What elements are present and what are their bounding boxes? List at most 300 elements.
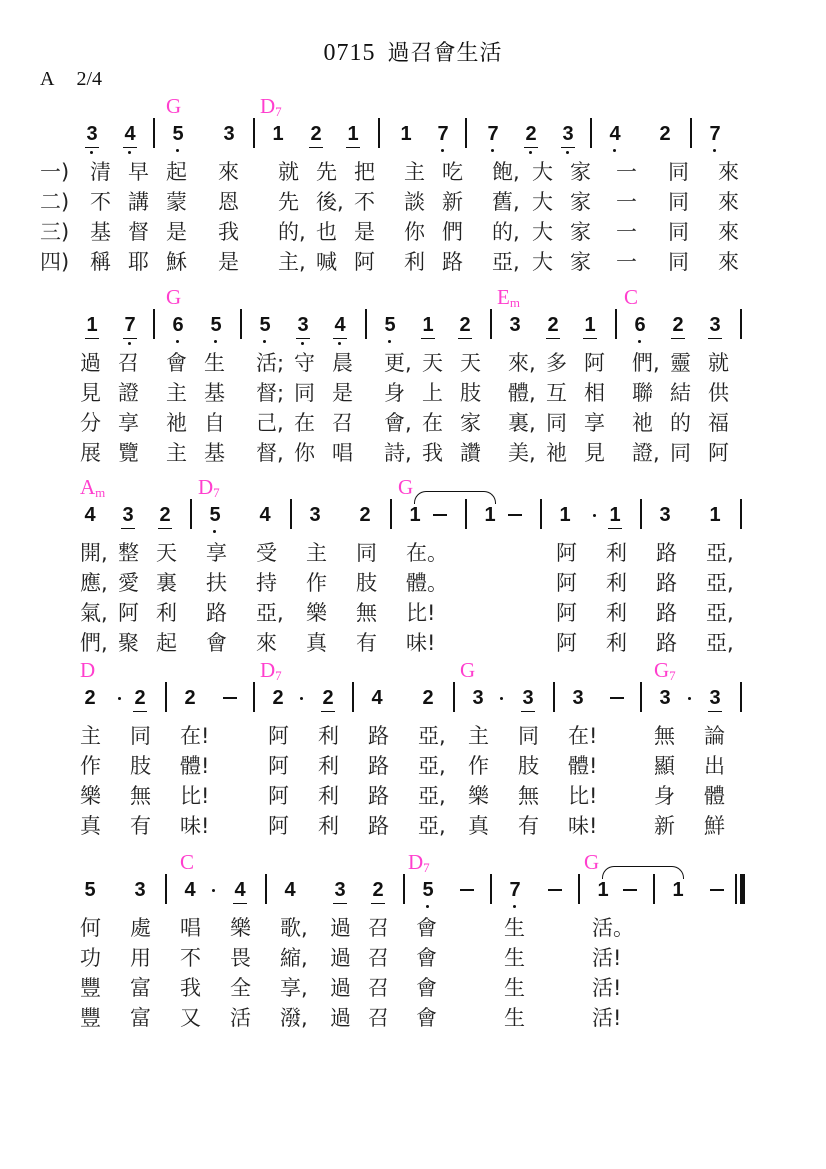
note: 4 xyxy=(330,315,350,335)
chord-symbol: G xyxy=(584,850,600,874)
lyric-syllable: 主, xyxy=(278,250,306,274)
lyric-syllable: 無 xyxy=(654,724,675,748)
lyric-syllable: 體, xyxy=(508,381,536,405)
lyric-syllable: 恩 xyxy=(218,190,239,214)
lyric-syllable: 利 xyxy=(606,601,627,625)
lyric-syllable: 談 xyxy=(404,190,425,214)
hold-dash xyxy=(610,697,624,699)
note: 2 xyxy=(659,123,671,145)
lyric-syllable: 基 xyxy=(204,381,225,405)
barline xyxy=(453,682,455,712)
note: 7 xyxy=(705,124,725,144)
barline xyxy=(190,499,192,529)
lyric-syllable: 祂 xyxy=(632,411,653,435)
verse-number: 一) xyxy=(40,160,70,184)
lyric-syllable: 利 xyxy=(404,250,425,274)
lyric-syllable: 利 xyxy=(606,631,627,655)
lyric-syllable: 家 xyxy=(570,160,591,184)
barline xyxy=(740,499,742,529)
lyric-syllable: 亞, xyxy=(418,814,446,838)
lyric-syllable: 樂 xyxy=(306,601,327,625)
lyric-syllable: 體 xyxy=(704,784,725,808)
lyric-syllable: 亞, xyxy=(256,601,284,625)
lyric-syllable: 是 xyxy=(354,220,375,244)
lyric-syllable: 過 xyxy=(330,976,351,1000)
lyric-syllable: 互 xyxy=(546,381,567,405)
note: 3 xyxy=(82,124,102,144)
lyric-syllable: 起 xyxy=(166,160,187,184)
lyric-syllable: 活! xyxy=(592,1006,622,1030)
lyric-syllable: 富 xyxy=(130,1006,151,1030)
lyric-syllable: 出 xyxy=(704,754,725,778)
note: 4 xyxy=(84,504,96,526)
lyric-syllable: 來 xyxy=(218,160,239,184)
note: 5 xyxy=(206,315,226,335)
note: 4 xyxy=(120,124,140,144)
lyric-syllable: 不 xyxy=(354,190,375,214)
lyric-syllable: 作 xyxy=(468,754,489,778)
lyric-syllable: 一 xyxy=(616,160,637,184)
lyric-syllable: 天 xyxy=(460,351,481,375)
lyric-syllable: 受 xyxy=(256,541,277,565)
lyric-syllable: 肢 xyxy=(460,381,481,405)
note: 2 xyxy=(521,124,541,144)
lyric-syllable: 阿 xyxy=(556,541,577,565)
verse-number: 三) xyxy=(40,220,70,244)
barline xyxy=(253,118,255,148)
lyric-syllable: 活; xyxy=(256,351,285,375)
lyric-syllable: 唱 xyxy=(332,441,353,465)
lyric-syllable: 利 xyxy=(156,601,177,625)
lyric-syllable: 整 xyxy=(118,541,139,565)
lyric-syllable: 過 xyxy=(80,351,101,375)
lyric-syllable: 主 xyxy=(166,381,187,405)
lyric-syllable: 功 xyxy=(80,946,101,970)
lyric-syllable: 持 xyxy=(256,571,277,595)
lyric-syllable: 生 xyxy=(504,946,525,970)
note: 2 xyxy=(543,315,563,335)
lyric-syllable: 先 xyxy=(316,160,337,184)
augmentation-dot xyxy=(300,697,303,700)
note: 3 xyxy=(572,687,584,709)
lyric-syllable: 享, xyxy=(280,976,308,1000)
hold-dash xyxy=(223,697,237,699)
barline xyxy=(465,118,467,148)
barline xyxy=(365,309,367,339)
note: 3 xyxy=(509,314,521,336)
lyric-syllable: 詩, xyxy=(384,441,412,465)
lyric-syllable: 喊 xyxy=(316,250,337,274)
lyric-syllable: 聚 xyxy=(118,631,139,655)
lyric-syllable: 富 xyxy=(130,976,151,1000)
lyric-syllable: 祂 xyxy=(166,411,187,435)
lyric-syllable: 路 xyxy=(368,784,389,808)
lyric-syllable: 路 xyxy=(656,601,677,625)
lyric-syllable: 後, xyxy=(316,190,344,214)
lyric-syllable: 真 xyxy=(468,814,489,838)
note: 2 xyxy=(455,315,475,335)
lyric-syllable: 更, xyxy=(384,351,412,375)
lyric-syllable: 主 xyxy=(166,441,187,465)
lyric-syllable: 阿 xyxy=(268,784,289,808)
lyric-syllable: 何 xyxy=(80,916,101,940)
lyric-syllable: 見 xyxy=(584,441,605,465)
lyric-syllable: 真 xyxy=(80,814,101,838)
lyric-syllable: 亞, xyxy=(706,541,734,565)
lyric-syllable: 路 xyxy=(656,541,677,565)
lyric-syllable: 路 xyxy=(206,601,227,625)
lyric-syllable: 生 xyxy=(204,351,225,375)
lyric-syllable: 耶 xyxy=(128,250,149,274)
note: 3 xyxy=(293,315,313,335)
lyric-syllable: 路 xyxy=(368,814,389,838)
lyric-syllable: 同 xyxy=(668,220,689,244)
lyric-syllable: 無 xyxy=(518,784,539,808)
lyric-syllable: 處 xyxy=(130,916,151,940)
lyric-syllable: 供 xyxy=(708,381,729,405)
lyric-syllable: 同 xyxy=(356,541,377,565)
barline xyxy=(490,874,492,904)
note: 1 xyxy=(82,315,102,335)
lyric-syllable: 同 xyxy=(668,160,689,184)
note: 2 xyxy=(184,687,196,709)
lyric-syllable: 阿 xyxy=(268,724,289,748)
note: 3 xyxy=(309,504,321,526)
lyric-syllable: 肢 xyxy=(130,754,151,778)
lyric-syllable: 是 xyxy=(218,250,239,274)
lyric-syllable: 飽, xyxy=(492,160,520,184)
lyric-syllable: 無 xyxy=(356,601,377,625)
lyric-syllable: 味! xyxy=(568,814,598,838)
note: 5 xyxy=(418,880,438,900)
lyric-syllable: 蒙 xyxy=(166,190,187,214)
key: A xyxy=(40,68,55,90)
lyric-syllable: 主 xyxy=(306,541,327,565)
note: 1 xyxy=(605,505,625,525)
note: 1 xyxy=(418,315,438,335)
note: 3 xyxy=(659,687,671,709)
chord-symbol: C xyxy=(180,850,195,874)
chord-symbol: $G_7$ xyxy=(654,658,676,683)
chord-symbol: $D_7$ xyxy=(260,658,282,683)
lyric-syllable: 在。 xyxy=(406,541,448,565)
barline xyxy=(265,874,267,904)
lyric-syllable: 生 xyxy=(504,976,525,1000)
lyric-syllable: 愛 xyxy=(118,571,139,595)
lyric-syllable: 來, xyxy=(508,351,536,375)
lyric-syllable: 阿 xyxy=(268,754,289,778)
lyric-syllable: 一 xyxy=(616,190,637,214)
note: 2 xyxy=(422,687,434,709)
lyric-syllable: 不 xyxy=(90,190,111,214)
lyric-syllable: 會, xyxy=(384,411,412,435)
note: 3 xyxy=(558,124,578,144)
lyric-syllable: 比! xyxy=(180,784,210,808)
lyric-syllable: 先 xyxy=(278,190,299,214)
lyric-syllable: 讚 xyxy=(460,441,481,465)
augmentation-dot xyxy=(688,697,691,700)
lyric-syllable: 美, xyxy=(508,441,536,465)
lyric-syllable: 會 xyxy=(416,916,437,940)
lyric-syllable: 己, xyxy=(256,411,284,435)
lyric-syllable: 相 xyxy=(584,381,605,405)
lyric-syllable: 阿 xyxy=(708,441,729,465)
lyric-syllable: 穌 xyxy=(166,250,187,274)
note: 2 xyxy=(272,687,284,709)
lyric-syllable: 利 xyxy=(318,814,339,838)
note: 7 xyxy=(120,315,140,335)
lyric-syllable: 享 xyxy=(118,411,139,435)
lyric-syllable: 覽 xyxy=(118,441,139,465)
lyric-syllable: 肢 xyxy=(518,754,539,778)
lyric-syllable: 味! xyxy=(180,814,210,838)
lyric-syllable: 阿 xyxy=(354,250,375,274)
lyric-syllable: 生 xyxy=(504,916,525,940)
lyric-syllable: 們 xyxy=(442,220,463,244)
note: 4 xyxy=(605,124,625,144)
lyric-syllable: 樂 xyxy=(80,784,101,808)
note: 2 xyxy=(306,124,326,144)
chord-symbol: C xyxy=(624,285,639,309)
note: 3 xyxy=(223,123,235,145)
lyric-syllable: 亞, xyxy=(706,601,734,625)
note: 1 xyxy=(400,123,412,145)
lyric-syllable: 來 xyxy=(718,190,739,214)
lyric-syllable: 們, xyxy=(80,631,108,655)
lyric-syllable: 亞, xyxy=(706,631,734,655)
barline xyxy=(615,309,617,339)
lyric-syllable: 督 xyxy=(128,220,149,244)
lyric-syllable: 新 xyxy=(442,190,463,214)
chord-symbol: $D_7$ xyxy=(408,850,430,875)
lyric-syllable: 樂 xyxy=(468,784,489,808)
note: 2 xyxy=(668,315,688,335)
note: 4 xyxy=(284,879,296,901)
lyric-syllable: 體! xyxy=(568,754,598,778)
lyric-syllable: 家 xyxy=(570,220,591,244)
note: 3 xyxy=(705,315,725,335)
note: 5 xyxy=(255,315,275,335)
lyric-syllable: 樂 xyxy=(230,916,251,940)
lyric-syllable: 阿 xyxy=(118,601,139,625)
lyric-syllable: 過 xyxy=(330,1006,351,1030)
lyric-syllable: 的 xyxy=(670,411,691,435)
barline xyxy=(403,874,405,904)
lyric-syllable: 守 xyxy=(294,351,315,375)
final-barline xyxy=(740,874,745,904)
note: 3 xyxy=(134,879,146,901)
lyric-syllable: 豐 xyxy=(80,976,101,1000)
hold-dash xyxy=(460,889,474,891)
hold-dash xyxy=(710,889,724,891)
barline xyxy=(290,499,292,529)
lyric-syllable: 會 xyxy=(166,351,187,375)
lyric-syllable: 阿 xyxy=(268,814,289,838)
lyric-syllable: 來 xyxy=(718,220,739,244)
lyric-syllable: 會 xyxy=(416,976,437,1000)
lyric-syllable: 畏 xyxy=(230,946,251,970)
lyric-syllable: 真 xyxy=(306,631,327,655)
augmentation-dot xyxy=(212,889,215,892)
lyric-syllable: 召 xyxy=(368,916,389,940)
lyric-syllable: 主 xyxy=(80,724,101,748)
lyric-syllable: 一 xyxy=(616,220,637,244)
lyric-syllable: 基 xyxy=(90,220,111,244)
lyric-syllable: 在! xyxy=(180,724,210,748)
lyric-syllable: 天 xyxy=(156,541,177,565)
lyric-syllable: 來 xyxy=(718,250,739,274)
lyric-syllable: 講 xyxy=(128,190,149,214)
lyric-syllable: 活。 xyxy=(592,916,634,940)
lyric-syllable: 路 xyxy=(442,250,463,274)
note: 2 xyxy=(84,687,96,709)
lyric-syllable: 同 xyxy=(130,724,151,748)
barline xyxy=(352,682,354,712)
lyric-syllable: 舊, xyxy=(492,190,520,214)
key-signature xyxy=(40,68,102,91)
lyric-syllable: 我 xyxy=(218,220,239,244)
lyric-syllable: 有 xyxy=(130,814,151,838)
lyric-syllable: 利 xyxy=(318,784,339,808)
barline xyxy=(740,309,742,339)
augmentation-dot xyxy=(118,697,121,700)
tie-arc xyxy=(602,866,684,879)
lyric-syllable: 會 xyxy=(206,631,227,655)
lyric-syllable: 是 xyxy=(166,220,187,244)
note: 3 xyxy=(330,880,350,900)
hold-dash xyxy=(548,889,562,891)
lyric-syllable: 晨 xyxy=(332,351,353,375)
lyric-syllable: 一 xyxy=(616,250,637,274)
lyric-syllable: 路 xyxy=(656,571,677,595)
lyric-syllable: 利 xyxy=(318,754,339,778)
lyric-syllable: 歌, xyxy=(280,916,308,940)
lyric-syllable: 也 xyxy=(316,220,337,244)
lyric-syllable: 裏 xyxy=(156,571,177,595)
lyric-syllable: 見 xyxy=(80,381,101,405)
lyric-syllable: 多 xyxy=(546,351,567,375)
note: 4 xyxy=(371,687,383,709)
lyric-syllable: 的, xyxy=(492,220,520,244)
lyric-syllable: 阿 xyxy=(584,351,605,375)
chord-symbol: G xyxy=(398,475,414,499)
lyric-syllable: 的, xyxy=(278,220,306,244)
hold-dash xyxy=(433,514,447,516)
lyric-syllable: 味! xyxy=(406,631,436,655)
lyric-syllable: 主 xyxy=(404,160,425,184)
lyric-syllable: 縮, xyxy=(280,946,308,970)
lyric-syllable: 早 xyxy=(128,160,149,184)
lyric-syllable: 督; xyxy=(256,381,285,405)
lyric-syllable: 論 xyxy=(704,724,725,748)
lyric-syllable: 利 xyxy=(606,571,627,595)
note: 7 xyxy=(483,124,503,144)
note: 4 xyxy=(259,504,271,526)
lyric-syllable: 潑, xyxy=(280,1006,308,1030)
barline xyxy=(165,874,167,904)
barline xyxy=(640,682,642,712)
lyric-syllable: 展 xyxy=(80,441,101,465)
lyric-syllable: 應, xyxy=(80,571,108,595)
barline xyxy=(690,118,692,148)
note: 1 xyxy=(272,123,284,145)
lyric-syllable: 福 xyxy=(708,411,729,435)
lyric-syllable: 證, xyxy=(632,441,660,465)
lyric-syllable: 體! xyxy=(180,754,210,778)
hymn-name: 過召會生活 xyxy=(387,41,503,66)
note: 1 xyxy=(672,879,684,901)
lyric-syllable: 督, xyxy=(256,441,284,465)
barline xyxy=(578,874,580,904)
lyric-syllable: 召 xyxy=(332,411,353,435)
lyric-syllable: 扶 xyxy=(206,571,227,595)
lyric-syllable: 路 xyxy=(656,631,677,655)
lyric-syllable: 靈 xyxy=(670,351,691,375)
lyric-syllable: 肢 xyxy=(356,571,377,595)
hold-dash xyxy=(508,514,522,516)
lyric-syllable: 同 xyxy=(670,441,691,465)
lyric-syllable: 大 xyxy=(532,160,553,184)
note: 3 xyxy=(472,687,484,709)
note: 1 xyxy=(559,504,571,526)
lyric-syllable: 路 xyxy=(368,724,389,748)
note: 4 xyxy=(184,879,196,901)
lyric-syllable: 同 xyxy=(294,381,315,405)
note: 2 xyxy=(318,688,338,708)
barline xyxy=(390,499,392,529)
lyric-syllable: 同 xyxy=(668,250,689,274)
lyric-syllable: 同 xyxy=(546,411,567,435)
barline xyxy=(240,309,242,339)
barline xyxy=(153,309,155,339)
note: 2 xyxy=(155,505,175,525)
lyric-syllable: 體。 xyxy=(406,571,448,595)
lyric-syllable: 上 xyxy=(422,381,443,405)
lyric-syllable: 是 xyxy=(332,381,353,405)
lyric-syllable: 結 xyxy=(670,381,691,405)
note: 3 xyxy=(659,504,671,526)
lyric-syllable: 利 xyxy=(318,724,339,748)
lyric-syllable: 祂 xyxy=(546,441,567,465)
hymn-title xyxy=(0,36,826,67)
time-signature: 2/4 xyxy=(76,68,103,90)
lyric-syllable: 用 xyxy=(130,946,151,970)
note: 3 xyxy=(705,688,725,708)
lyric-syllable: 大 xyxy=(532,190,553,214)
augmentation-dot xyxy=(593,514,596,517)
lyric-syllable: 豐 xyxy=(80,1006,101,1030)
lyric-syllable: 顯 xyxy=(654,754,675,778)
lyric-syllable: 亞, xyxy=(418,784,446,808)
lyric-syllable: 把 xyxy=(354,160,375,184)
note: 6 xyxy=(168,315,188,335)
hold-dash xyxy=(623,889,637,891)
lyric-syllable: 就 xyxy=(278,160,299,184)
lyric-syllable: 家 xyxy=(460,411,481,435)
lyric-syllable: 稱 xyxy=(90,250,111,274)
lyric-syllable: 比! xyxy=(568,784,598,808)
lyric-syllable: 唱 xyxy=(180,916,201,940)
barline xyxy=(153,118,155,148)
lyric-syllable: 活! xyxy=(592,946,622,970)
verse-number: 四) xyxy=(40,250,70,274)
lyric-syllable: 聯 xyxy=(632,381,653,405)
lyric-syllable: 召 xyxy=(368,946,389,970)
lyric-syllable: 比! xyxy=(406,601,436,625)
note: 5 xyxy=(168,124,188,144)
verse-number: 二) xyxy=(40,190,70,214)
lyric-syllable: 阿 xyxy=(556,571,577,595)
